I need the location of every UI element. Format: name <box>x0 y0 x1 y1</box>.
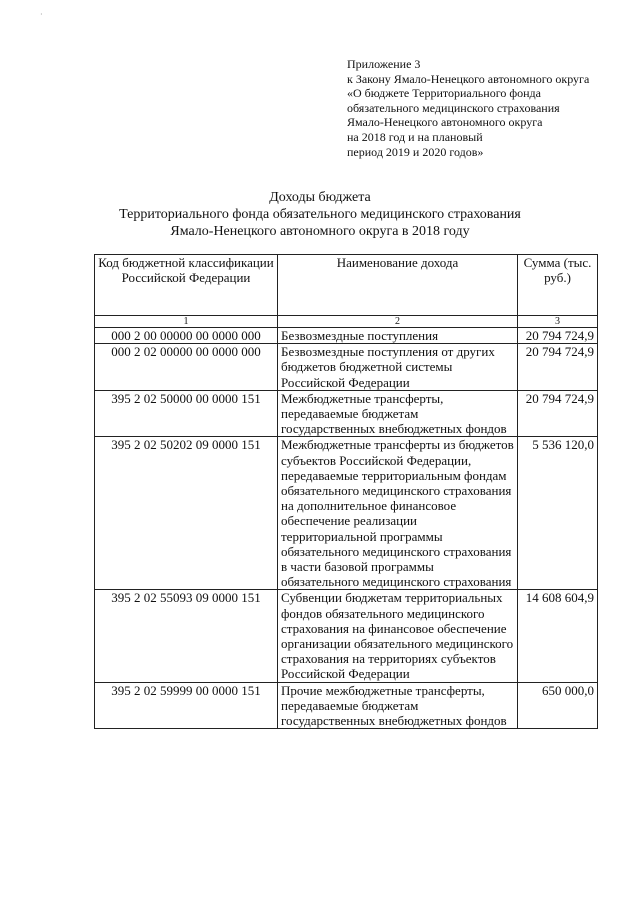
title-line: Доходы бюджета <box>269 190 371 205</box>
row-name: Безвозмездные поступления от других бюджетов бюджетной системы Российской Федерации <box>278 344 518 391</box>
row-amount: 20 794 724,9 <box>518 344 598 391</box>
row-code: 395 2 02 55093 09 0000 151 <box>95 590 278 682</box>
row-amount: 5 536 120,0 <box>518 437 598 590</box>
row-amount: 650 000,0 <box>518 682 598 729</box>
row-code: 395 2 02 50000 00 0000 151 <box>95 390 278 437</box>
appendix-note <box>347 57 627 159</box>
revenue-table <box>94 254 598 729</box>
column-number: 1 <box>95 316 278 328</box>
header-amount: Сумма (тыс. руб.) <box>518 255 598 316</box>
table-row <box>95 437 598 590</box>
document-title <box>0 189 640 240</box>
column-number: 3 <box>518 316 598 328</box>
appendix-line: Ямало-Ненецкого автономного округа <box>347 115 543 130</box>
corner-mark: · <box>40 10 43 19</box>
column-number-row <box>95 316 598 328</box>
header-name: Наименование дохода <box>278 255 518 316</box>
appendix-line: к Закону Ямало-Ненецкого автономного округа <box>347 71 590 86</box>
row-code: 000 2 02 00000 00 0000 000 <box>95 344 278 391</box>
header-code: Код бюджетной классификации Российской Федерации <box>95 255 278 316</box>
title-line: Ямало-Ненецкого автономного округа в 2018 году <box>170 224 470 239</box>
row-amount: 20 794 724,9 <box>518 390 598 437</box>
row-code: 395 2 02 59999 00 0000 151 <box>95 682 278 729</box>
title-line: Территориального фонда обязательного медицинского страхования <box>119 207 521 222</box>
row-name: Межбюджетные трансферты из бюджетов субъектов Российской Федерации, передаваемые территориальным фондам обязательного медицинского страхования на дополнительное финансовое обеспечение реализации территориальной программы обязательного медицинского страхования в части базовой программы обязательного медицинского страхования <box>278 437 518 590</box>
row-name: Прочие межбюджетные трансферты, передаваемые бюджетам государственных внебюджетных фондов <box>278 682 518 729</box>
column-number: 2 <box>278 316 518 328</box>
row-amount: 14 608 604,9 <box>518 590 598 682</box>
table-row <box>95 344 598 391</box>
table-row <box>95 390 598 437</box>
table-row <box>95 328 598 344</box>
row-name: Субвенции бюджетам территориальных фондов обязательного медицинского страхования на финансовое обеспечение организации обязательного медицинского страхования на территориях субъектов Российской Федерации <box>278 590 518 682</box>
appendix-line: на 2018 год и на плановый <box>347 129 483 144</box>
row-code: 395 2 02 50202 09 0000 151 <box>95 437 278 590</box>
row-name: Межбюджетные трансферты, передаваемые бюджетам государственных внебюджетных фондов <box>278 390 518 437</box>
row-code: 000 2 00 00000 00 0000 000 <box>95 328 278 344</box>
row-name: Безвозмездные поступления <box>278 328 518 344</box>
appendix-line: обязательного медицинского страхования <box>347 100 560 115</box>
table-row <box>95 590 598 682</box>
table-header-row <box>95 255 598 316</box>
appendix-line: Приложение 3 <box>347 57 421 71</box>
row-amount: 20 794 724,9 <box>518 328 598 344</box>
appendix-line: «О бюджете Территориального фонда <box>347 86 541 101</box>
appendix-line: период 2019 и 2020 годов» <box>347 144 484 159</box>
table-row <box>95 682 598 729</box>
